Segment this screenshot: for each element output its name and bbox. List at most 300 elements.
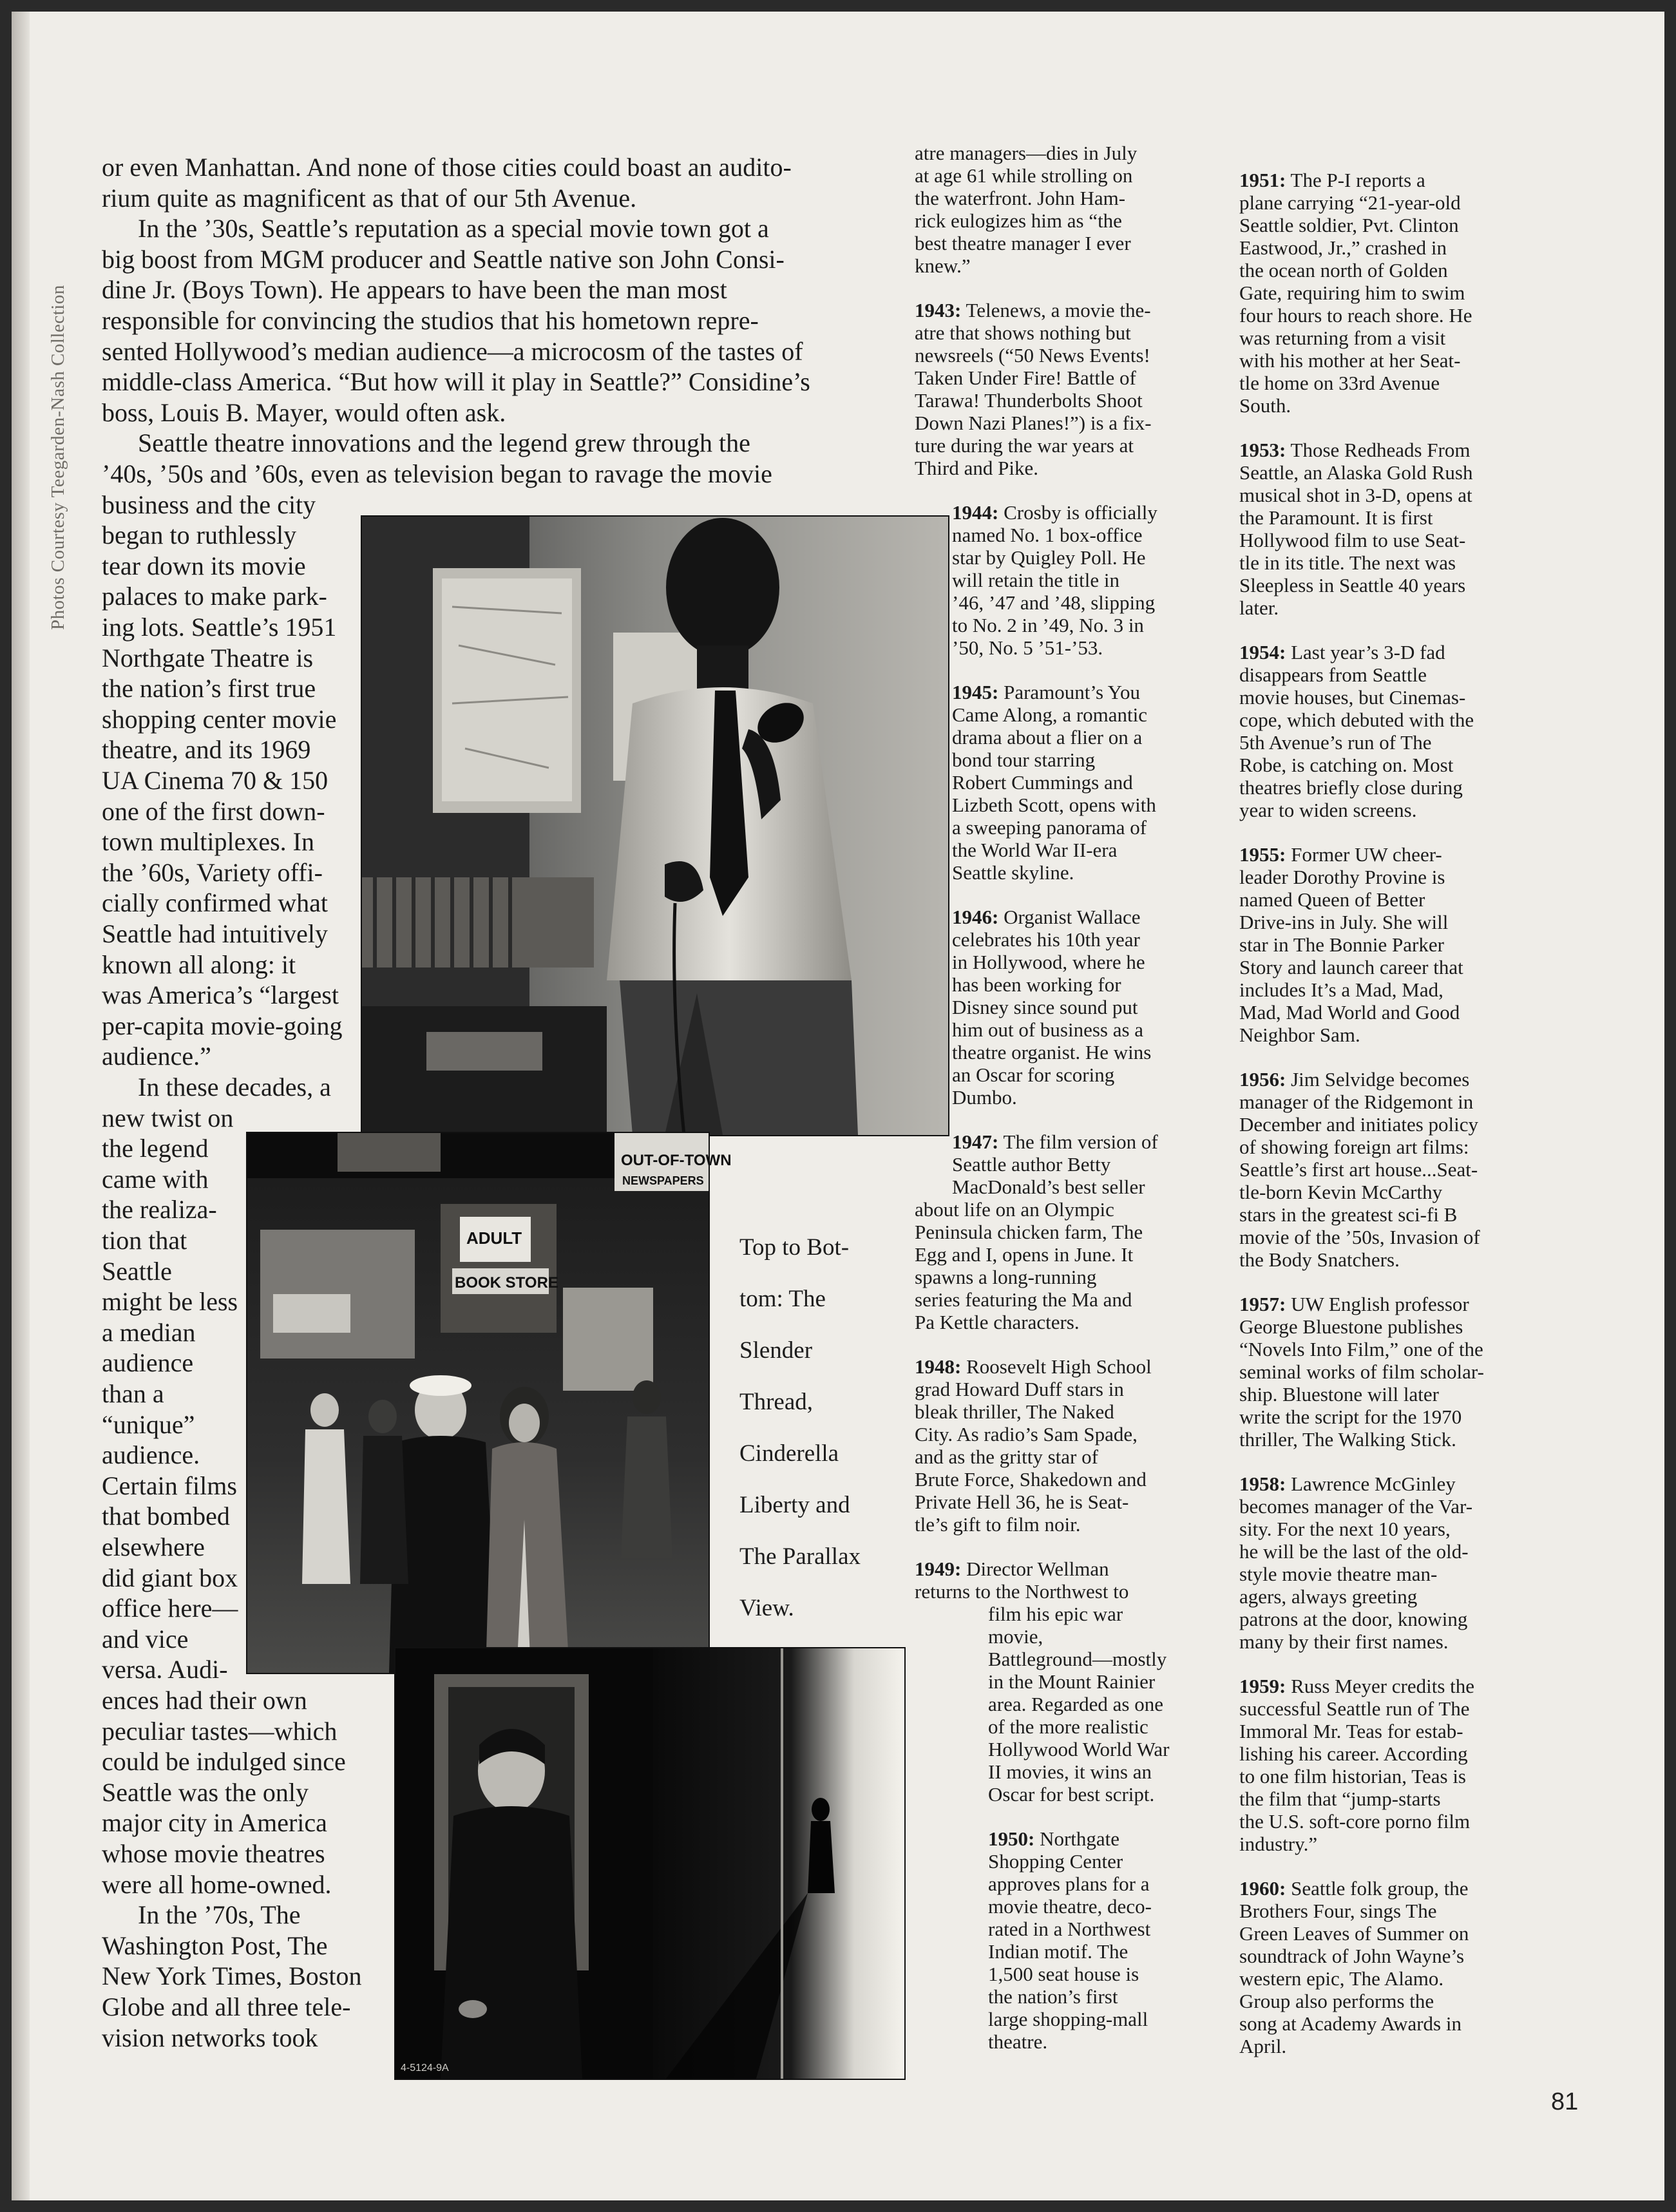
timeline-line	[1239, 214, 1581, 236]
timeline-line	[915, 434, 1215, 457]
timeline-text: City. As radio’s Sam Spade,	[915, 1423, 1138, 1445]
timeline-entry	[1239, 169, 1581, 417]
timeline-line	[915, 861, 1215, 884]
timeline-line	[1239, 1158, 1581, 1181]
timeline-text: includes It’s a Mad, Mad,	[1239, 978, 1443, 1001]
timeline-line	[1239, 1293, 1581, 1315]
timeline-text: write the script for the 1970	[1239, 1406, 1462, 1428]
timeline-line	[1239, 776, 1581, 799]
timeline-text: star by Quigley Poll. He	[952, 546, 1146, 569]
timeline-line	[915, 164, 1215, 187]
article-line: sented Hollywood’s median audience—a microcosm of the tastes of	[102, 336, 803, 366]
timeline-line	[1239, 1630, 1581, 1653]
timeline-line	[1239, 1877, 1581, 1900]
article-line: that bombed	[102, 1502, 230, 1531]
timeline-line	[915, 1176, 1215, 1198]
sign-book-store: BOOK STORE	[455, 1274, 558, 1292]
article-line: Northgate Theatre is	[102, 643, 314, 672]
timeline-text: drama about a flier on a	[952, 726, 1143, 748]
timeline-line	[1239, 372, 1581, 394]
timeline-text: Former UW cheer-	[1291, 843, 1442, 866]
timeline-text: an Oscar for scoring	[952, 1063, 1115, 1086]
timeline-line	[915, 1895, 1215, 1918]
timeline-text: stars in the greatest sci-fi B	[1239, 1203, 1458, 1226]
timeline-entry	[915, 906, 1215, 1109]
timeline-entry	[1239, 641, 1581, 821]
article-line: Seattle theatre innovations and the legend grew through the	[138, 428, 750, 458]
timeline-line	[1239, 843, 1581, 866]
timeline-text: knew.”	[915, 254, 971, 277]
timeline-entry	[915, 299, 1215, 479]
timeline-text: MacDonald’s best seller	[952, 1176, 1145, 1198]
timeline-line	[915, 1760, 1215, 1783]
timeline-line	[1239, 709, 1581, 731]
timeline-line	[915, 1558, 1215, 1580]
article-line: could be indulged since	[102, 1747, 346, 1777]
timeline-line	[915, 636, 1215, 659]
timeline-text: Hollywood film to use Seat-	[1239, 529, 1466, 551]
timeline-text: the Body Snatchers.	[1239, 1248, 1400, 1271]
timeline-line	[915, 1491, 1215, 1513]
timeline-line	[915, 1041, 1215, 1063]
article-line: known all along: it	[102, 949, 296, 979]
article-line: New York Times, Boston	[102, 1961, 362, 1991]
timeline-line	[1239, 327, 1581, 349]
timeline-text: theatre organist. He wins	[952, 1041, 1152, 1063]
timeline-text: Hollywood World War	[988, 1738, 1170, 1760]
timeline-line	[1239, 169, 1581, 191]
timeline-line	[915, 367, 1215, 389]
timeline-text: Third and Pike.	[915, 457, 1038, 479]
photo-slender-thread-image	[362, 517, 948, 1135]
article-line: ences had their own	[102, 1686, 307, 1715]
timeline-line	[915, 816, 1215, 839]
timeline-text: Down Nazi Planes!”) is a fix-	[915, 412, 1152, 434]
caption-line: Slender	[739, 1337, 813, 1364]
timeline-line	[915, 457, 1215, 479]
sign-adult: ADULT	[466, 1228, 522, 1248]
timeline-line	[915, 1693, 1215, 1715]
timeline-text: sity. For the next 10 years,	[1239, 1518, 1451, 1540]
timeline-line	[1239, 461, 1581, 484]
timeline-text: tle in its title. The next was	[1239, 551, 1456, 574]
caption-line: Liberty and	[739, 1492, 850, 1518]
timeline-text: named No. 1 box-office	[952, 524, 1143, 546]
timeline-line	[1239, 1810, 1581, 1833]
timeline-text: the U.S. soft-core porno film	[1239, 1810, 1471, 1833]
article-line: Seattle was the only	[102, 1777, 309, 1807]
timeline-text: Shopping Center	[988, 1850, 1123, 1873]
timeline-text: the nation’s first	[988, 1985, 1118, 2008]
timeline-line	[915, 344, 1215, 367]
timeline-text: approves plans for a	[988, 1873, 1150, 1895]
timeline-line	[915, 1603, 1215, 1625]
timeline-line	[1239, 2012, 1581, 2035]
timeline-year: 1948:	[915, 1355, 962, 1378]
timeline-text: Drive-ins in July. She will	[1239, 911, 1449, 933]
timeline-text: Northgate	[1040, 1827, 1120, 1850]
timeline-line	[915, 209, 1215, 232]
timeline-year: 1958:	[1239, 1473, 1286, 1495]
timeline-line	[1239, 1495, 1581, 1518]
timeline-line	[915, 1783, 1215, 1806]
article-line: than a	[102, 1379, 164, 1408]
timeline-text: bleak thriller, The Naked	[915, 1400, 1114, 1423]
photo-parallax-view-image	[395, 1648, 904, 2079]
timeline-line	[915, 389, 1215, 412]
article-line: ing lots. Seattle’s 1951	[102, 613, 337, 642]
article-line: a median	[102, 1317, 196, 1347]
article-line: Seattle	[102, 1256, 172, 1286]
timeline-text: lishing his career. According	[1239, 1742, 1468, 1765]
timeline-text: 1,500 seat house is	[988, 1963, 1139, 1985]
article-line: per-capita movie-going	[102, 1011, 343, 1040]
timeline-line	[915, 928, 1215, 951]
caption-line: Thread,	[739, 1389, 814, 1415]
timeline-line	[915, 1648, 1215, 1670]
timeline-year: 1949:	[915, 1558, 962, 1580]
timeline-text: Organist Wallace	[1004, 906, 1141, 928]
article-line: the legend	[102, 1134, 209, 1163]
timeline-line	[915, 1355, 1215, 1378]
timeline-text: II movies, it wins an	[988, 1760, 1152, 1783]
timeline-text: successful Seattle run of The	[1239, 1697, 1470, 1720]
article-line: were all home-owned.	[102, 1869, 332, 1899]
timeline-line	[915, 569, 1215, 591]
timeline-line	[1239, 551, 1581, 574]
timeline-text: April.	[1239, 2035, 1287, 2057]
timeline-line	[1239, 1226, 1581, 1248]
timeline-line	[915, 232, 1215, 254]
timeline-year: 1950:	[988, 1827, 1035, 1850]
timeline-text: Seattle skyline.	[952, 861, 1074, 884]
timeline-text: disappears from Seattle	[1239, 663, 1427, 686]
page-spine-shadow	[12, 12, 30, 2200]
timeline-text: ship. Bluestone will later	[1239, 1383, 1439, 1406]
timeline-line	[915, 1985, 1215, 2008]
article-line: middle-class America. “But how will it play in Seattle?” Considine’s	[102, 367, 810, 397]
timeline-line	[915, 524, 1215, 546]
timeline-line	[1239, 754, 1581, 776]
timeline-text: UW English professor	[1291, 1293, 1469, 1315]
timeline-line	[1239, 596, 1581, 619]
timeline-line	[1239, 1068, 1581, 1091]
timeline-text: Seattle soldier, Pvt. Clinton	[1239, 214, 1459, 236]
timeline-year: 1954:	[1239, 641, 1286, 663]
timeline-entry	[915, 1355, 1215, 1536]
timeline-line	[1239, 191, 1581, 214]
timeline-entry	[1239, 843, 1581, 1046]
timeline-line	[915, 1063, 1215, 1086]
timeline-line	[915, 1130, 1215, 1153]
timeline-text: in the Mount Rainier	[988, 1670, 1156, 1693]
timeline-text: of showing foreign art films:	[1239, 1136, 1469, 1158]
article-line: the realiza-	[102, 1195, 217, 1225]
timeline-text: the ocean north of Golden	[1239, 259, 1448, 281]
timeline-line	[1239, 1338, 1581, 1360]
timeline-text: becomes manager of the Var-	[1239, 1495, 1473, 1518]
timeline-year: 1960:	[1239, 1877, 1286, 1900]
article-line: rium quite as magnificent as that of our 5th Avenue.	[102, 183, 637, 213]
article-line: business and the city	[102, 490, 316, 519]
timeline-text: 5th Avenue’s run of The	[1239, 731, 1432, 754]
timeline-entry	[915, 1558, 1215, 1806]
timeline-line	[915, 1580, 1215, 1603]
timeline-entry	[1239, 1877, 1581, 2057]
timeline-line	[1239, 236, 1581, 259]
timeline-year: 1943:	[915, 299, 962, 321]
timeline-line	[1239, 911, 1581, 933]
timeline-year: 1957:	[1239, 1293, 1286, 1315]
timeline-line	[1239, 394, 1581, 417]
timeline-text: “Novels Into Film,” one of the	[1239, 1338, 1483, 1360]
timeline-text: song at Academy Awards in	[1239, 2012, 1462, 2035]
timeline-line	[915, 2008, 1215, 2030]
timeline-line	[1239, 1136, 1581, 1158]
timeline-text: Taken Under Fire! Battle of	[915, 367, 1136, 389]
timeline-line	[915, 1378, 1215, 1400]
timeline-line	[1239, 439, 1581, 461]
article-line: the ’60s, Variety offi-	[102, 857, 323, 887]
timeline-text: atre that shows nothing but	[915, 321, 1131, 344]
article-line: did giant box	[102, 1563, 238, 1592]
article-line: might be less	[102, 1287, 238, 1317]
sign-newspapers: NEWSPAPERS	[622, 1174, 704, 1187]
article-line: whose movie theatres	[102, 1839, 325, 1868]
timeline-line	[1239, 1742, 1581, 1765]
photo-cinderella-liberty	[246, 1132, 732, 1674]
timeline-year: 1947:	[952, 1130, 999, 1153]
timeline-line	[915, 1198, 1215, 1221]
timeline-line	[1239, 259, 1581, 281]
timeline-column-left	[915, 142, 1215, 2075]
timeline-line	[915, 1266, 1215, 1288]
timeline-text: Lawrence McGinley	[1291, 1473, 1456, 1495]
photo-slender-thread	[361, 515, 949, 1136]
timeline-text: the Paramount. It is first	[1239, 506, 1433, 529]
timeline-text: large shopping-mall	[988, 2008, 1148, 2030]
timeline-text: to one film historian, Teas is	[1239, 1765, 1466, 1788]
timeline-text: will retain the title in	[952, 569, 1119, 591]
timeline-text: bond tour starring	[952, 748, 1096, 771]
timeline-line	[915, 726, 1215, 748]
photo-credit: Photos Courtesy Teegarden-Nash Collection	[48, 285, 68, 630]
timeline-text: George Bluestone publishes	[1239, 1315, 1463, 1338]
timeline-line	[1239, 1608, 1581, 1630]
timeline-line	[1239, 1563, 1581, 1585]
timeline-line	[915, 187, 1215, 209]
timeline-text: of the more realistic	[988, 1715, 1148, 1738]
timeline-text: Russ Meyer credits the	[1291, 1675, 1475, 1697]
timeline-text: Telenews, a movie the-	[966, 299, 1151, 321]
timeline-line	[915, 1873, 1215, 1895]
timeline-text: to No. 2 in ’49, No. 3 in	[952, 614, 1144, 636]
timeline-line	[1239, 1900, 1581, 1922]
article-line: one of the first down-	[102, 796, 325, 826]
timeline-text: four hours to reach shore. He	[1239, 304, 1472, 327]
timeline-line	[915, 1423, 1215, 1445]
timeline-text: Director Wellman	[966, 1558, 1109, 1580]
timeline-line	[915, 1963, 1215, 1985]
caption-line: tom: The	[739, 1286, 826, 1312]
timeline-year: 1944:	[952, 501, 999, 524]
timeline-text: tle-born Kevin McCarthy	[1239, 1181, 1443, 1203]
timeline-text: star in The Bonnie Parker	[1239, 933, 1444, 956]
timeline-text: has been working for	[952, 973, 1121, 996]
article-line: Certain films	[102, 1471, 237, 1500]
timeline-line	[1239, 1428, 1581, 1451]
article-line: tear down its movie	[102, 551, 306, 580]
timeline-line	[1239, 956, 1581, 978]
page-number: 81	[1551, 2088, 1579, 2115]
article-line: town multiplexes. In	[102, 827, 314, 857]
timeline-text: him out of business as a	[952, 1018, 1144, 1041]
timeline-text: musical shot in 3-D, opens at	[1239, 484, 1472, 506]
timeline-text: ture during the war years at	[915, 434, 1134, 457]
timeline-line	[1239, 1113, 1581, 1136]
timeline-line	[1239, 866, 1581, 888]
timeline-text: soundtrack of John Wayne’s	[1239, 1945, 1465, 1967]
timeline-line	[915, 1940, 1215, 1963]
timeline-line	[915, 1850, 1215, 1873]
timeline-entry	[915, 501, 1215, 659]
article-line: theatre, and its 1969	[102, 735, 311, 765]
photo-cinderella-liberty-image	[247, 1133, 732, 1673]
timeline-text: Seattle’s first art house...Seat-	[1239, 1158, 1478, 1181]
timeline-line	[915, 546, 1215, 569]
timeline-text: manager of the Ridgemont in	[1239, 1091, 1474, 1113]
timeline-year: 1956:	[1239, 1068, 1286, 1091]
timeline-text: The film version of	[1003, 1130, 1158, 1153]
timeline-line	[915, 1086, 1215, 1109]
timeline-line	[915, 1243, 1215, 1266]
timeline-line	[1239, 574, 1581, 596]
timeline-line	[1239, 1315, 1581, 1338]
timeline-text: agers, always greeting	[1239, 1585, 1418, 1608]
article-line: big boost from MGM producer and Seattle native son John Consi-	[102, 244, 785, 274]
timeline-line	[1239, 2035, 1581, 2057]
timeline-line	[1239, 1091, 1581, 1113]
timeline-line	[915, 2030, 1215, 2053]
timeline-line	[1239, 1383, 1581, 1406]
timeline-text: film his epic war	[988, 1603, 1123, 1625]
timeline-line	[915, 1445, 1215, 1468]
timeline-year: 1946:	[952, 906, 999, 928]
timeline-line	[915, 1625, 1215, 1648]
photo-parallax-view	[394, 1647, 906, 2080]
timeline-text: style movie theatre man-	[1239, 1563, 1438, 1585]
timeline-text: Robe, is catching on. Most	[1239, 754, 1454, 776]
timeline-line	[915, 951, 1215, 973]
timeline-line	[915, 412, 1215, 434]
article-line: the nation’s first true	[102, 674, 316, 703]
timeline-line	[1239, 1922, 1581, 1945]
caption-line: View.	[739, 1595, 794, 1621]
timeline-text: Brothers Four, sings The	[1239, 1900, 1437, 1922]
timeline-text: Seattle author Betty	[952, 1153, 1111, 1176]
timeline-text: ’46, ’47 and ’48, slipping	[952, 591, 1156, 614]
timeline-text: year to widen screens.	[1239, 799, 1417, 821]
article-line: or even Manhattan. And none of those cities could boast an audito-	[102, 153, 792, 182]
timeline-text: about life on an Olympic	[915, 1198, 1114, 1221]
timeline-line	[1239, 1360, 1581, 1383]
timeline-line	[1239, 1248, 1581, 1271]
timeline-line	[915, 906, 1215, 928]
timeline-text: Mad, Mad World and Good	[1239, 1001, 1460, 1024]
timeline-line	[1239, 731, 1581, 754]
timeline-line	[1239, 1788, 1581, 1810]
article-line: and vice	[102, 1624, 189, 1654]
timeline-text: newsreels (“50 News Events!	[915, 344, 1150, 367]
timeline-line	[915, 142, 1215, 164]
timeline-text: Indian motif. The	[988, 1940, 1128, 1963]
article-line: peculiar tastes—which	[102, 1716, 338, 1746]
article-line: audience.”	[102, 1042, 211, 1071]
timeline-line	[1239, 1967, 1581, 1990]
timeline-line	[1239, 281, 1581, 304]
caption-line: Top to Bot-	[739, 1234, 850, 1261]
timeline-text: industry.”	[1239, 1833, 1318, 1855]
timeline-line	[1239, 304, 1581, 327]
article-line: came with	[102, 1164, 209, 1194]
article-line: tion that	[102, 1226, 187, 1255]
article-line: began to ruthlessly	[102, 520, 297, 550]
timeline-text: Jim Selvidge becomes	[1291, 1068, 1470, 1091]
timeline-line	[915, 591, 1215, 614]
timeline-text: theatres briefly close during	[1239, 776, 1463, 799]
timeline-line	[1239, 1203, 1581, 1226]
article-line: ’40s, ’50s and ’60s, even as television began to ravage the movie	[102, 459, 772, 488]
timeline-text: Seattle, an Alaska Gold Rush	[1239, 461, 1473, 484]
timeline-year: 1951:	[1239, 169, 1286, 191]
article-line: palaces to make park-	[102, 582, 327, 611]
timeline-line	[915, 681, 1215, 703]
timeline-text: a sweeping panorama of	[952, 816, 1147, 839]
timeline-text: Battleground—mostly	[988, 1648, 1167, 1670]
timeline-text: Robert Cummings and	[952, 771, 1133, 794]
timeline-text: Lizbeth Scott, opens with	[952, 794, 1156, 816]
timeline-line	[1239, 1473, 1581, 1495]
article-line: boss, Louis B. Mayer, would often ask.	[102, 397, 506, 427]
timeline-text: movie of the ’50s, Invasion of	[1239, 1226, 1480, 1248]
caption-line: The Parallax	[739, 1543, 861, 1570]
timeline-text: later.	[1239, 596, 1279, 619]
timeline-text: Story and launch career that	[1239, 956, 1463, 978]
timeline-text: Came Along, a romantic	[952, 703, 1148, 726]
timeline-text: patrons at the door, knowing	[1239, 1608, 1468, 1630]
timeline-text: Dumbo.	[952, 1086, 1017, 1109]
timeline-line	[915, 321, 1215, 344]
article-line: office here—	[102, 1594, 238, 1623]
timeline-line	[915, 1918, 1215, 1940]
timeline-line	[915, 1513, 1215, 1536]
timeline-text: South.	[1239, 394, 1291, 417]
timeline-entry	[1239, 1675, 1581, 1855]
timeline-line	[915, 771, 1215, 794]
article-line: “unique”	[102, 1409, 195, 1439]
timeline-line	[915, 794, 1215, 816]
article-line: audience	[102, 1348, 194, 1378]
timeline-text: tle’s gift to film noir.	[915, 1513, 1081, 1536]
article-line: cially confirmed what	[102, 888, 328, 918]
timeline-line	[1239, 506, 1581, 529]
timeline-line	[915, 501, 1215, 524]
timeline-line	[1239, 1181, 1581, 1203]
timeline-line	[1239, 349, 1581, 372]
article-line: dine Jr. (Boys Town). He appears to have been the man most	[102, 275, 727, 305]
timeline-text: Seattle folk group, the	[1291, 1877, 1469, 1900]
timeline-line	[1239, 1945, 1581, 1967]
